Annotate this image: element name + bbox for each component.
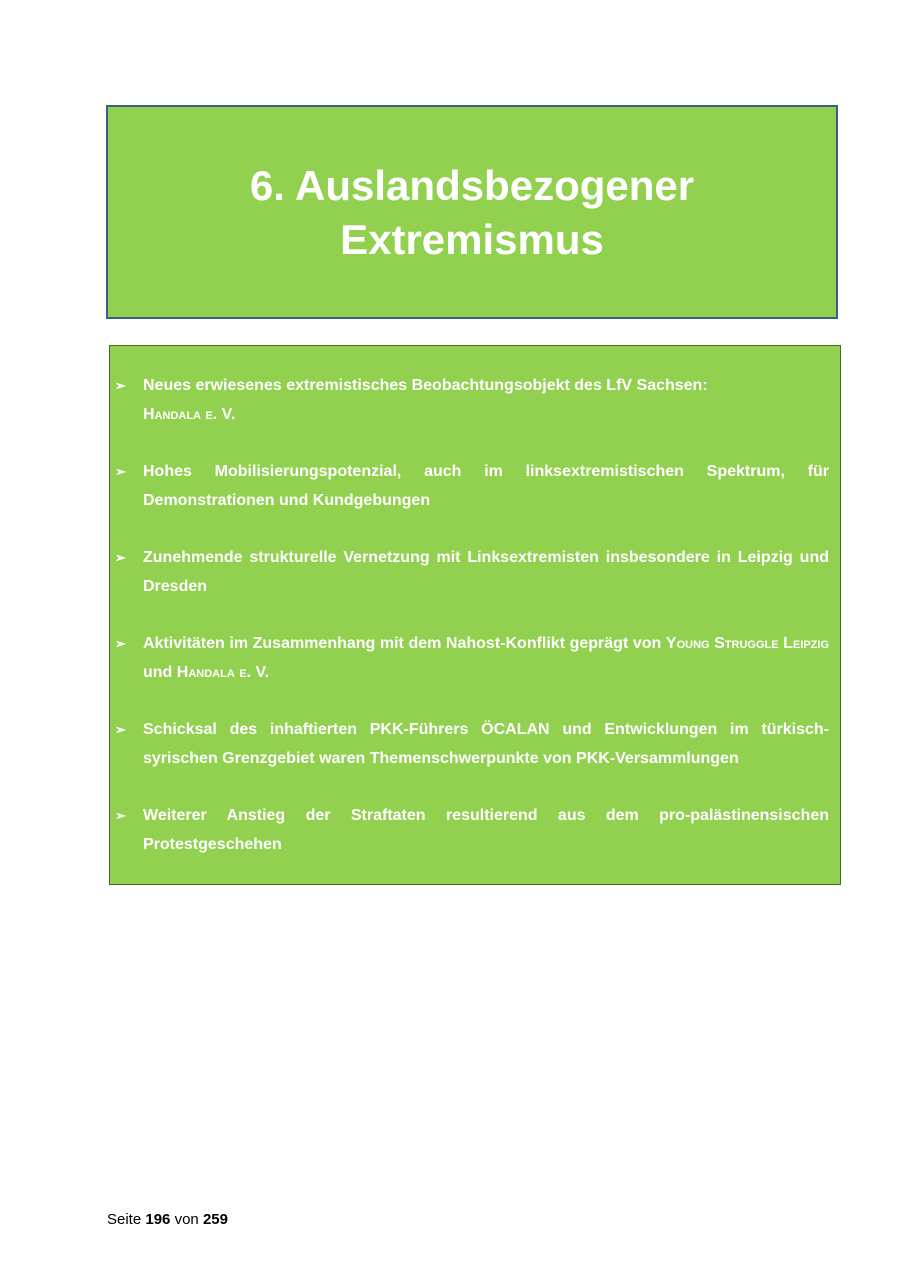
summary-item-1-text: Neues erwiesenes extremistisches Beobachtungsobjekt des LfV Sachsen:: [143, 377, 708, 394]
page-separator: von: [174, 1211, 199, 1228]
arrow-bullet-icon: ➢: [115, 808, 126, 823]
summary-item-5: [110, 716, 840, 773]
page-number-footer: [107, 1211, 228, 1228]
summary-list: [110, 372, 840, 888]
current-page-number: 196: [145, 1211, 171, 1228]
summary-item-3-text: Zunehmende strukturelle Vernetzung mit Linksextremisten insbesondere in Leipzig und Dresden: [143, 549, 829, 595]
summary-item-4: [110, 630, 840, 687]
arrow-bullet-icon: ➢: [115, 550, 126, 565]
chapter-title-line-2: Extremismus: [340, 216, 604, 263]
org-name-young-struggle: Young Struggle Leipzig: [665, 635, 829, 652]
arrow-bullet-icon: ➢: [115, 722, 126, 737]
arrow-bullet-icon: ➢: [115, 378, 126, 393]
page-label: Seite: [107, 1211, 142, 1228]
summary-item-2: [110, 458, 840, 515]
summary-item-5-text: Schicksal des inhaftierten PKK-Führers ÖCALAN und Entwicklungen im türkisch-syrischen Grenzgebiet waren Themenschwerpunkte von PKK-Versammlungen: [143, 721, 829, 767]
total-page-count: 259: [202, 1211, 228, 1228]
arrow-bullet-icon: ➢: [115, 636, 126, 651]
chapter-title: [108, 159, 836, 267]
summary-item-2-text: Hohes Mobilisierungspotenzial, auch im linksextremistischen Spektrum, für Demonstrationen und Kundgebungen: [143, 463, 829, 509]
chapter-title-box: [106, 105, 838, 319]
summary-item-4-text: Aktivitäten im Zusammenhang mit dem Nahost-Konflikt geprägt von: [143, 635, 662, 652]
summary-item-4-connector: und: [143, 663, 173, 681]
summary-item-6-text: Weiterer Anstieg der Straftaten resultierend aus dem pro-palästinensischen Protestgeschehen: [143, 807, 829, 853]
summary-box: [109, 345, 841, 885]
arrow-bullet-icon: ➢: [115, 464, 126, 479]
org-name-handala: Handala e. V.: [176, 663, 270, 681]
summary-item-3: [110, 544, 840, 601]
chapter-title-line-1: 6. Auslandsbezogener: [249, 162, 695, 209]
summary-item-6: [110, 802, 840, 859]
summary-item-1: [110, 372, 840, 429]
org-name-handala: Handala e. V.: [143, 405, 236, 423]
